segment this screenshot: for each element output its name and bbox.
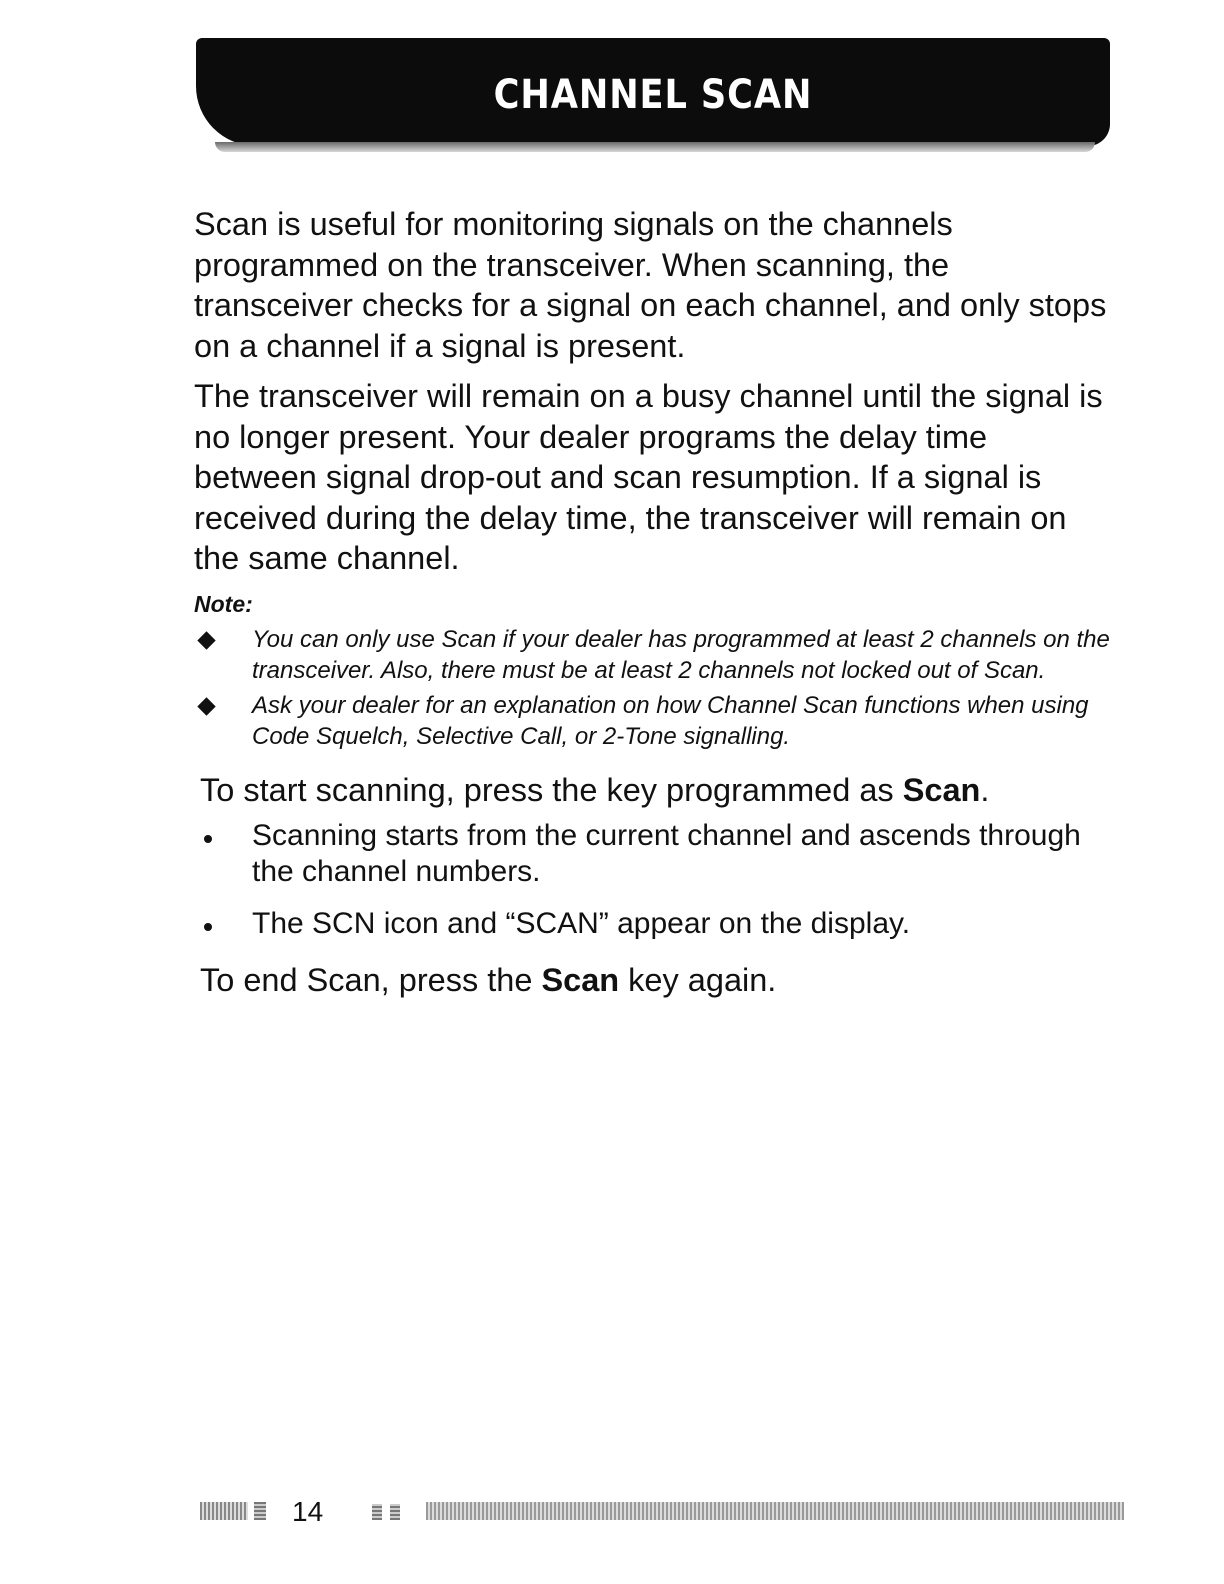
footer-decoration-right [426, 1502, 1124, 1520]
start-scan-instruction [200, 770, 1114, 810]
end-scan-prefix: To end Scan, press the [200, 961, 542, 998]
footer-decoration-square [372, 1504, 382, 1520]
page-footer [200, 1498, 1124, 1528]
footer-decoration-square [390, 1504, 400, 1520]
footer-decoration-left [200, 1502, 248, 1520]
footer-decoration-square [254, 1502, 266, 1520]
list-item-text: Scanning starts from the current channel and ascends through the channel numbers. [252, 818, 1081, 888]
header-shadow [215, 142, 1095, 152]
dot-bullet-icon [204, 835, 212, 843]
list-item-text: The SCN icon and “SCAN” appear on the display. [252, 906, 911, 940]
note-item-text: Ask your dealer for an explanation on how Channel Scan functions when using Code Squelch, Selective Call, or 2-Tone signalling. [252, 691, 1089, 750]
list-item [194, 906, 1114, 942]
end-scan-suffix: key again. [619, 961, 777, 998]
note-item [194, 624, 1114, 686]
scan-key-label: Scan [902, 771, 981, 808]
note-item-text: You can only use Scan if your dealer has programmed at least 2 channels on the transceiver. Also, there must be at least 2 channels not locked out of Scan. [252, 625, 1110, 684]
start-scan-text: To start scanning, press the key programmed as [200, 771, 903, 808]
note-label: Note: [194, 590, 253, 617]
scan-key-label: Scan [541, 961, 620, 998]
page-title: CHANNEL SCAN [493, 72, 813, 118]
scan-bullet-list [194, 818, 1114, 942]
intro-paragraph: Scan is useful for monitoring signals on the channels programmed on the transceiver. When scanning, the transceiver checks for a signal on each channel, and only stops on a channel if a signal is present. [194, 206, 1107, 364]
dot-bullet-icon [204, 923, 212, 931]
end-scan-instruction [200, 960, 1114, 1000]
list-item [194, 818, 1114, 890]
note-list [194, 624, 1114, 752]
page-number: 14 [292, 1496, 324, 1527]
diamond-bullet-icon [197, 697, 215, 715]
diamond-bullet-icon [197, 631, 215, 649]
note-item [194, 690, 1114, 752]
page-content [194, 204, 1114, 1008]
busy-channel-paragraph: The transceiver will remain on a busy channel until the signal is no longer present. Your dealer programs the delay time between signal drop-out and scan resumption. If a signal is received during the delay time, the transceiver will remain on the same channel. [194, 378, 1103, 576]
start-scan-suffix: . [980, 771, 990, 808]
